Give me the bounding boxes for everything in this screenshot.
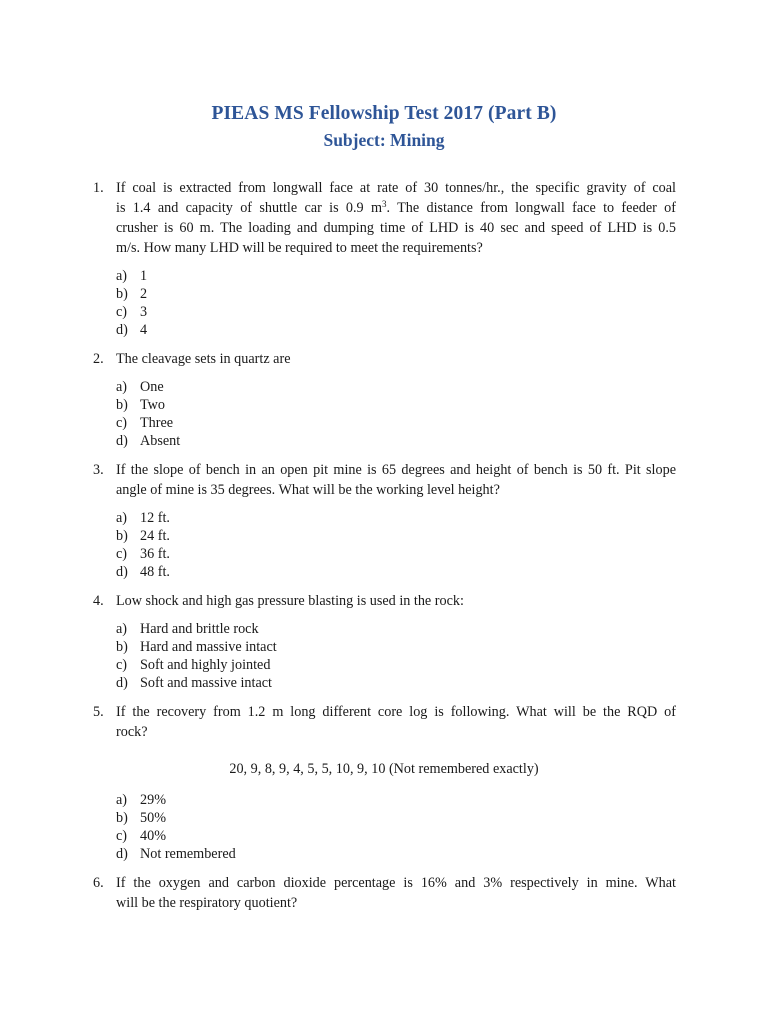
- option-c: [0, 827, 768, 845]
- question-number: 5.: [93, 704, 104, 720]
- option-c: [0, 303, 768, 321]
- option-label: b): [116, 810, 128, 826]
- question-line: The cleavage sets in quartz are: [116, 351, 291, 367]
- option-label: b): [116, 286, 128, 302]
- option-text: 3: [140, 304, 148, 320]
- option-a: [0, 620, 768, 638]
- option-text: 36 ft.: [140, 546, 170, 562]
- question-line-part: is 1.4 and capacity of shuttle car is 0.9 m: [116, 200, 382, 216]
- question-2: [0, 349, 768, 450]
- option-label: b): [116, 639, 128, 655]
- question-number: 2.: [93, 351, 104, 367]
- option-label: d): [116, 564, 128, 580]
- option-c: [0, 414, 768, 432]
- option-text: 4: [140, 322, 148, 338]
- option-label: b): [116, 528, 128, 544]
- option-list: [0, 620, 768, 692]
- question-number: 4.: [93, 593, 104, 609]
- option-d: [0, 674, 768, 692]
- option-label: d): [116, 433, 128, 449]
- option-d: [0, 845, 768, 863]
- question-text: [116, 349, 676, 369]
- option-text: Absent: [140, 433, 181, 449]
- option-d: [0, 321, 768, 339]
- option-text: Hard and brittle rock: [140, 621, 259, 637]
- option-d: [0, 563, 768, 581]
- question-line: m/s. How many LHD will be required to meet the requirements?: [116, 240, 483, 256]
- question-list: [0, 178, 768, 913]
- question-1: [0, 178, 768, 339]
- option-label: c): [116, 546, 128, 562]
- option-text: One: [140, 379, 164, 395]
- option-b: [0, 809, 768, 827]
- question-text: [116, 873, 676, 913]
- core-log-data: 20, 9, 8, 9, 4, 5, 5, 10, 9, 10 (Not remembered exactly): [229, 761, 539, 777]
- page-title: PIEAS MS Fellowship Test 2017 (Part B): [211, 103, 557, 124]
- option-c: [0, 545, 768, 563]
- question-line: Low shock and high gas pressure blasting is used in the rock:: [116, 593, 464, 609]
- question-text: [116, 702, 676, 742]
- option-a: [0, 509, 768, 527]
- option-label: a): [116, 379, 128, 395]
- question-5: [0, 702, 768, 863]
- option-b: [0, 527, 768, 545]
- option-b: [0, 396, 768, 414]
- option-text: Soft and massive intact: [140, 675, 272, 691]
- option-label: a): [116, 792, 128, 808]
- question-4: [0, 591, 768, 692]
- option-label: a): [116, 621, 128, 637]
- question-line: angle of mine is 35 degrees. What will be the working level height?: [116, 482, 500, 498]
- option-label: b): [116, 397, 128, 413]
- option-label: c): [116, 304, 128, 320]
- option-d: [0, 432, 768, 450]
- page-subtitle: Subject: Mining: [323, 130, 445, 150]
- option-text: 1: [140, 268, 148, 284]
- option-text: 2: [140, 286, 148, 302]
- question-text: [116, 178, 676, 258]
- question-line: [116, 198, 676, 218]
- option-text: 24 ft.: [140, 528, 170, 544]
- question-line: If the oxygen and carbon dioxide percentage is 16% and 3% respectively in mine. What: [116, 875, 676, 891]
- question-line: If the slope of bench in an open pit mine is 65 degrees and height of bench is 50 ft. Pit slope: [116, 462, 676, 478]
- option-a: [0, 378, 768, 396]
- question-line-part: . The distance from longwall face to feeder of: [386, 200, 676, 216]
- question-6: [0, 873, 768, 913]
- option-text: 12 ft.: [140, 510, 170, 526]
- option-b: [0, 285, 768, 303]
- option-text: 50%: [140, 810, 167, 826]
- option-label: d): [116, 846, 128, 862]
- option-list: [0, 791, 768, 863]
- question-line: rock?: [116, 724, 148, 740]
- option-label: c): [116, 657, 128, 673]
- option-label: d): [116, 322, 128, 338]
- option-label: d): [116, 675, 128, 691]
- option-label: c): [116, 828, 128, 844]
- option-text: Two: [140, 397, 166, 413]
- option-text: Not remembered: [140, 846, 236, 862]
- option-text: Soft and highly jointed: [140, 657, 271, 673]
- question-text: [116, 460, 676, 500]
- question-text: [116, 591, 676, 611]
- option-text: Hard and massive intact: [140, 639, 277, 655]
- superscript: 3: [382, 199, 387, 209]
- question-3: [0, 460, 768, 581]
- option-c: [0, 656, 768, 674]
- option-a: [0, 791, 768, 809]
- question-line: If the recovery from 1.2 m long different core log is following. What will be the RQD of: [116, 704, 676, 720]
- option-text: Three: [140, 415, 174, 431]
- question-line: crusher is 60 m. The loading and dumping time of LHD is 40 sec and speed of LHD is 0.5: [116, 220, 676, 236]
- option-label: a): [116, 510, 128, 526]
- option-text: 40%: [140, 828, 167, 844]
- option-a: [0, 267, 768, 285]
- option-list: [0, 267, 768, 339]
- option-list: [0, 509, 768, 581]
- option-text: 48 ft.: [140, 564, 170, 580]
- option-label: a): [116, 268, 128, 284]
- question-line: If coal is extracted from longwall face at rate of 30 tonnes/hr., the specific gravity of coal: [116, 180, 676, 196]
- question-number: 6.: [93, 875, 104, 891]
- option-label: c): [116, 415, 128, 431]
- option-list: [0, 378, 768, 450]
- question-number: 1.: [93, 180, 104, 196]
- question-number: 3.: [93, 462, 104, 478]
- option-b: [0, 638, 768, 656]
- question-line: will be the respiratory quotient?: [116, 895, 298, 911]
- option-text: 29%: [140, 792, 167, 808]
